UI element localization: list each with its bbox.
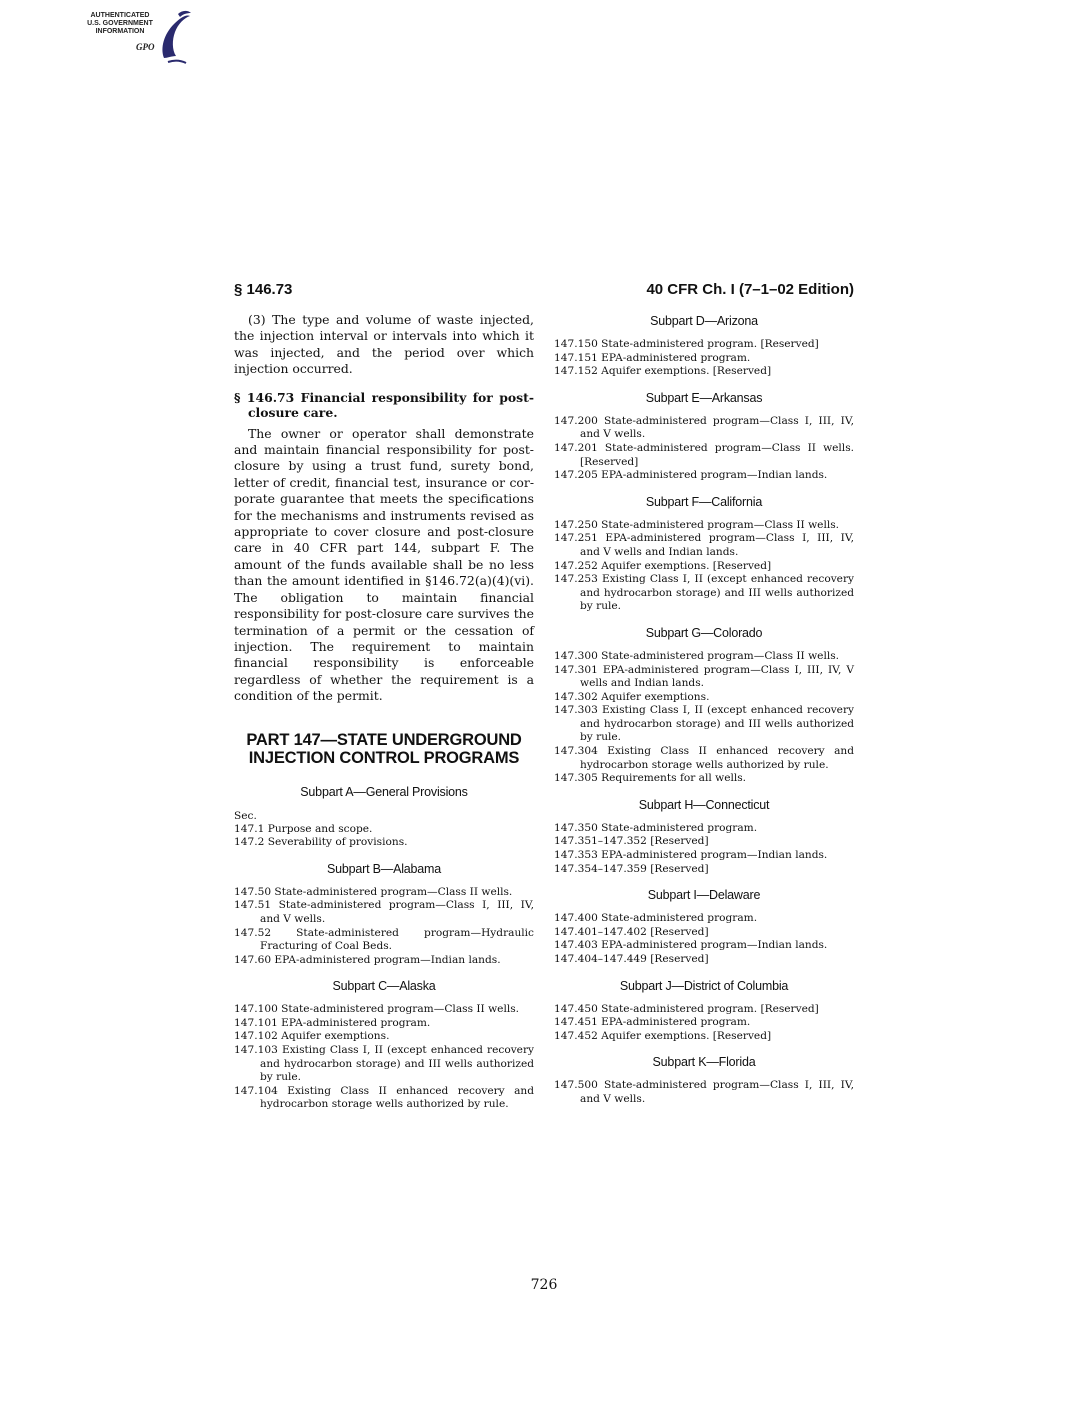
logo-line: U.S. GOVERNMENT	[87, 20, 153, 27]
toc-entry: 147.205 EPA-administered program—Indian lands.	[554, 469, 828, 482]
subpart-title: Subpart H—Connecticut	[638, 797, 770, 812]
toc-entry: 147.350 State-administered program.	[554, 821, 758, 834]
toc-entry: 147.305 Requirements for all wells.	[554, 772, 747, 785]
toc-entry: 147.151 EPA-administered program.	[554, 351, 751, 364]
toc-entry: 147.253 Existing Class I, II (except enhanced recovery and hydrocarbon storage) and III wells authorized by rule.	[554, 573, 854, 613]
subpart-title: Subpart B—Alabama	[326, 861, 442, 876]
toc-entry: 147.251 EPA-administered program—Class I, III, IV, and V wells and Indian lands.	[554, 532, 854, 558]
toc-entry: 147.104 Existing Class II enhanced recovery and hydrocarbon storage wells authorized by rule.	[234, 1084, 534, 1111]
subpart-title: Subpart A—General Provisions	[300, 784, 468, 799]
subpart-title: Subpart I—Delaware	[647, 888, 761, 903]
logo-mark: GPO	[136, 42, 155, 52]
toc-entry: 147.250 State-administered program—Class II wells.	[554, 518, 840, 531]
eagle-icon	[158, 8, 192, 66]
section-heading: § 146.73 Financial responsibility for post-closure care.	[234, 389, 534, 420]
subpart-title: Subpart F—California	[645, 494, 763, 509]
toc-entry: 147.2 Severability of provisions.	[234, 836, 408, 849]
toc-entry: 147.403 EPA-administered program—Indian lands.	[554, 939, 828, 952]
toc-entry: 147.404–147.449 [Reserved]	[554, 953, 709, 965]
toc-entry: 147.201 State-administered program—Class II wells. [Reserved]	[554, 441, 854, 468]
intro-paragraph: (3) The type and volume of waste injected, the injection interval or intervals into which it was injected, and the period over which injection occurred.	[234, 312, 534, 377]
toc-entry: 147.351–147.352 [Reserved]	[554, 835, 709, 848]
toc-entry: 147.304 Existing Class II enhanced recovery and hydrocarbon storage wells authorized by rule.	[554, 745, 854, 771]
subpart-title: Subpart K—Florida	[652, 1055, 756, 1070]
toc-entry: 147.500 State-administered program—Class I, III, IV, and V wells.	[554, 1079, 854, 1105]
body-paragraph: The owner or operator shall demonstrate and maintain financial responsibility for post-closure by using a trust fund, surety bond, letter of credit, financial test, insurance or corporate guarantee that meets the specifications for the mechanisms and instruments revised as appropriate to cover closure and post-closure care in 40 CFR part 144, subpart F. The amount of the funds available shall be no less than the amount identified in §146.72(a)(4)(vi). The obligation to maintain financial responsibility for post-closure care survives the termination of a permit or the cessation of injection. The requirement to maintain financial responsibility is enforceable regardless of whether the requirement is a condition of the permit.	[234, 425, 534, 704]
toc-entry: 147.400 State-administered program.	[554, 912, 758, 925]
toc-entry: 147.354–147.359 [Reserved]	[554, 862, 709, 875]
toc-entry: 147.302 Aquifer exemptions.	[554, 690, 710, 703]
toc-entry: 147.451 EPA-administered program.	[554, 1016, 751, 1029]
toc-entry: 147.353 EPA-administered program—Indian lands.	[554, 849, 828, 862]
toc-entry: 147.401–147.402 [Reserved]	[554, 925, 709, 938]
sec-label: Sec.	[234, 809, 257, 822]
toc-entry: 147.152 Aquifer exemptions. [Reserved]	[554, 365, 772, 378]
subpart-title: Subpart C—Alaska	[332, 979, 436, 994]
toc-entry: 147.303 Existing Class I, II (except enhanced recovery and hydrocarbon storage) and III wells authorized by rule.	[554, 704, 854, 744]
edition-header: 40 CFR Ch. I (7–1–02 Edition)	[646, 281, 854, 298]
gpo-authentication-logo	[74, 8, 204, 68]
toc-entry: 147.1 Purpose and scope.	[234, 822, 373, 835]
right-column	[554, 312, 854, 1107]
subpart-title: Subpart G—Colorado	[645, 625, 763, 640]
toc-entry: 147.300 State-administered program—Class II wells.	[554, 649, 840, 662]
toc-entry: 147.50 State-administered program—Class II wells.	[234, 885, 513, 898]
toc-entry: 147.450 State-administered program. [Reserved]	[554, 1002, 819, 1015]
toc-entry: 147.200 State-administered program—Class I, III, IV, and V wells.	[554, 414, 854, 441]
toc-entry: 147.102 Aquifer exemptions.	[234, 1030, 390, 1043]
toc-entry: 147.452 Aquifer exemptions. [Reserved]	[554, 1029, 772, 1042]
left-column	[234, 312, 534, 1112]
toc-entry: 147.150 State-administered program. [Reserved]	[554, 338, 819, 350]
toc-entry: 147.100 State-administered program—Class II wells.	[234, 1003, 520, 1016]
toc-entry: 147.101 EPA-administered program.	[234, 1016, 431, 1029]
toc-entry: 147.301 EPA-administered program—Class I, III, IV, V wells and Indian lands.	[554, 663, 854, 690]
toc-entry: 147.51 State-administered program—Class I, III, IV, and V wells.	[234, 899, 534, 925]
subpart-title: Subpart E—Arkansas	[645, 390, 763, 405]
page-number: 726	[530, 1277, 558, 1293]
toc-entry: 147.252 Aquifer exemptions. [Reserved]	[554, 559, 772, 572]
toc-entry: 147.60 EPA-administered program—Indian lands.	[234, 953, 501, 966]
subpart-title: Subpart D—Arizona	[650, 314, 758, 328]
part-title: PART 147—STATE UNDERGROUND INJECTION CONTROL PROGRAMS	[246, 730, 522, 767]
logo-line: AUTHENTICATED	[90, 12, 150, 19]
toc-entry: 147.52 State-administered program—Hydraulic Fracturing of Coal Beds.	[234, 926, 534, 953]
toc-entry: 147.103 Existing Class I, II (except enhanced recovery and hydrocarbon storage) and III wells authorized by rule.	[234, 1044, 534, 1084]
subpart-title: Subpart J—District of Columbia	[619, 978, 789, 993]
logo-line: INFORMATION	[95, 28, 145, 35]
logo-text	[74, 12, 166, 36]
section-header: § 146.73	[234, 281, 293, 298]
